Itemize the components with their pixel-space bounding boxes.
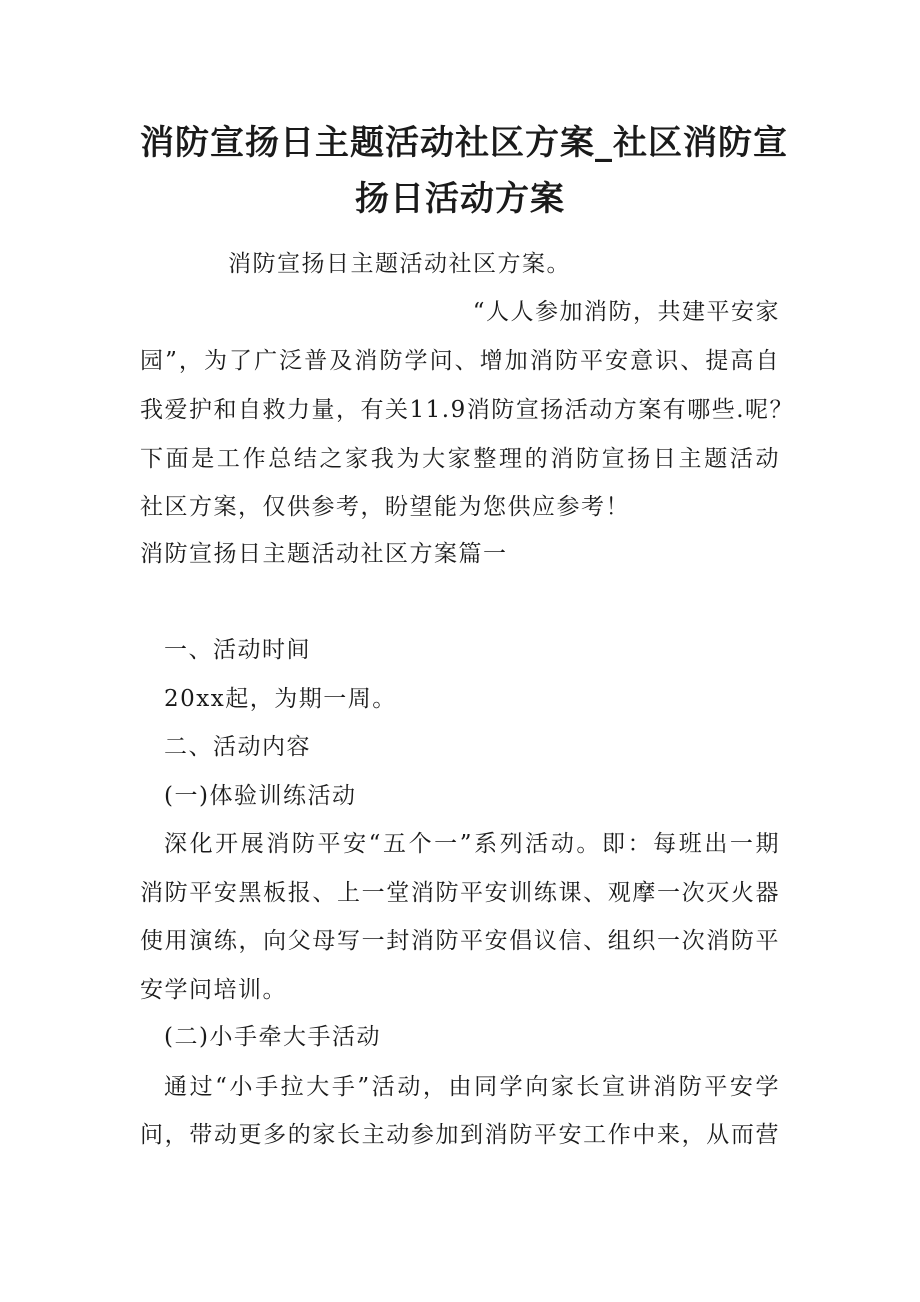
sub1-line: 消防平安黑板报、上一堂消防平安训练课、观摩一次灭火器 (140, 880, 780, 906)
intro-line: 我爱护和自救力量，有关11.9消防宣扬活动方案有哪些.呢？ (140, 397, 795, 423)
subtitle-paragraph: 消防宣扬日主题活动社区方案。 (228, 251, 571, 277)
sub1-line: 深化开展消防平安“五个一”系列活动。即：每班出一期 (164, 831, 780, 857)
sub1-line: 安学问培训。 (140, 977, 287, 1003)
intro-line: “人人参加消防，共建平安家 (472, 299, 780, 325)
document-title-line-2: 扬日活动方案 (355, 179, 565, 219)
sub2-heading: (二)小手牵大手活动 (164, 1024, 381, 1050)
section-heading: 消防宣扬日主题活动社区方案篇一 (140, 541, 508, 567)
time-text: 20xx起，为期一周。 (164, 686, 397, 712)
sub1-heading: (一)体验训练活动 (164, 783, 357, 809)
sub2-line: 通过“小手拉大手”活动，由同学向家长宣讲消防平安学 (164, 1074, 780, 1100)
intro-line: 园”，为了广泛普及消防学问、增加消防平安意识、提高自 (140, 348, 780, 374)
sub2-line: 问，带动更多的家长主动参加到消防平安工作中来，从而营 (140, 1122, 780, 1148)
document-title-line-1: 消防宣扬日主题活动社区方案_社区消防宣 (140, 123, 788, 163)
content-heading: 二、活动内容 (164, 734, 311, 760)
sub1-line: 使用演练，向父母写一封消防平安倡议信、组织一次消防平 (140, 928, 780, 954)
intro-line: 社区方案，仅供参考，盼望能为您供应参考！ (140, 494, 630, 520)
time-heading: 一、活动时间 (164, 637, 311, 663)
intro-line: 下面是工作总结之家我为大家整理的消防宣扬日主题活动 (140, 446, 780, 472)
